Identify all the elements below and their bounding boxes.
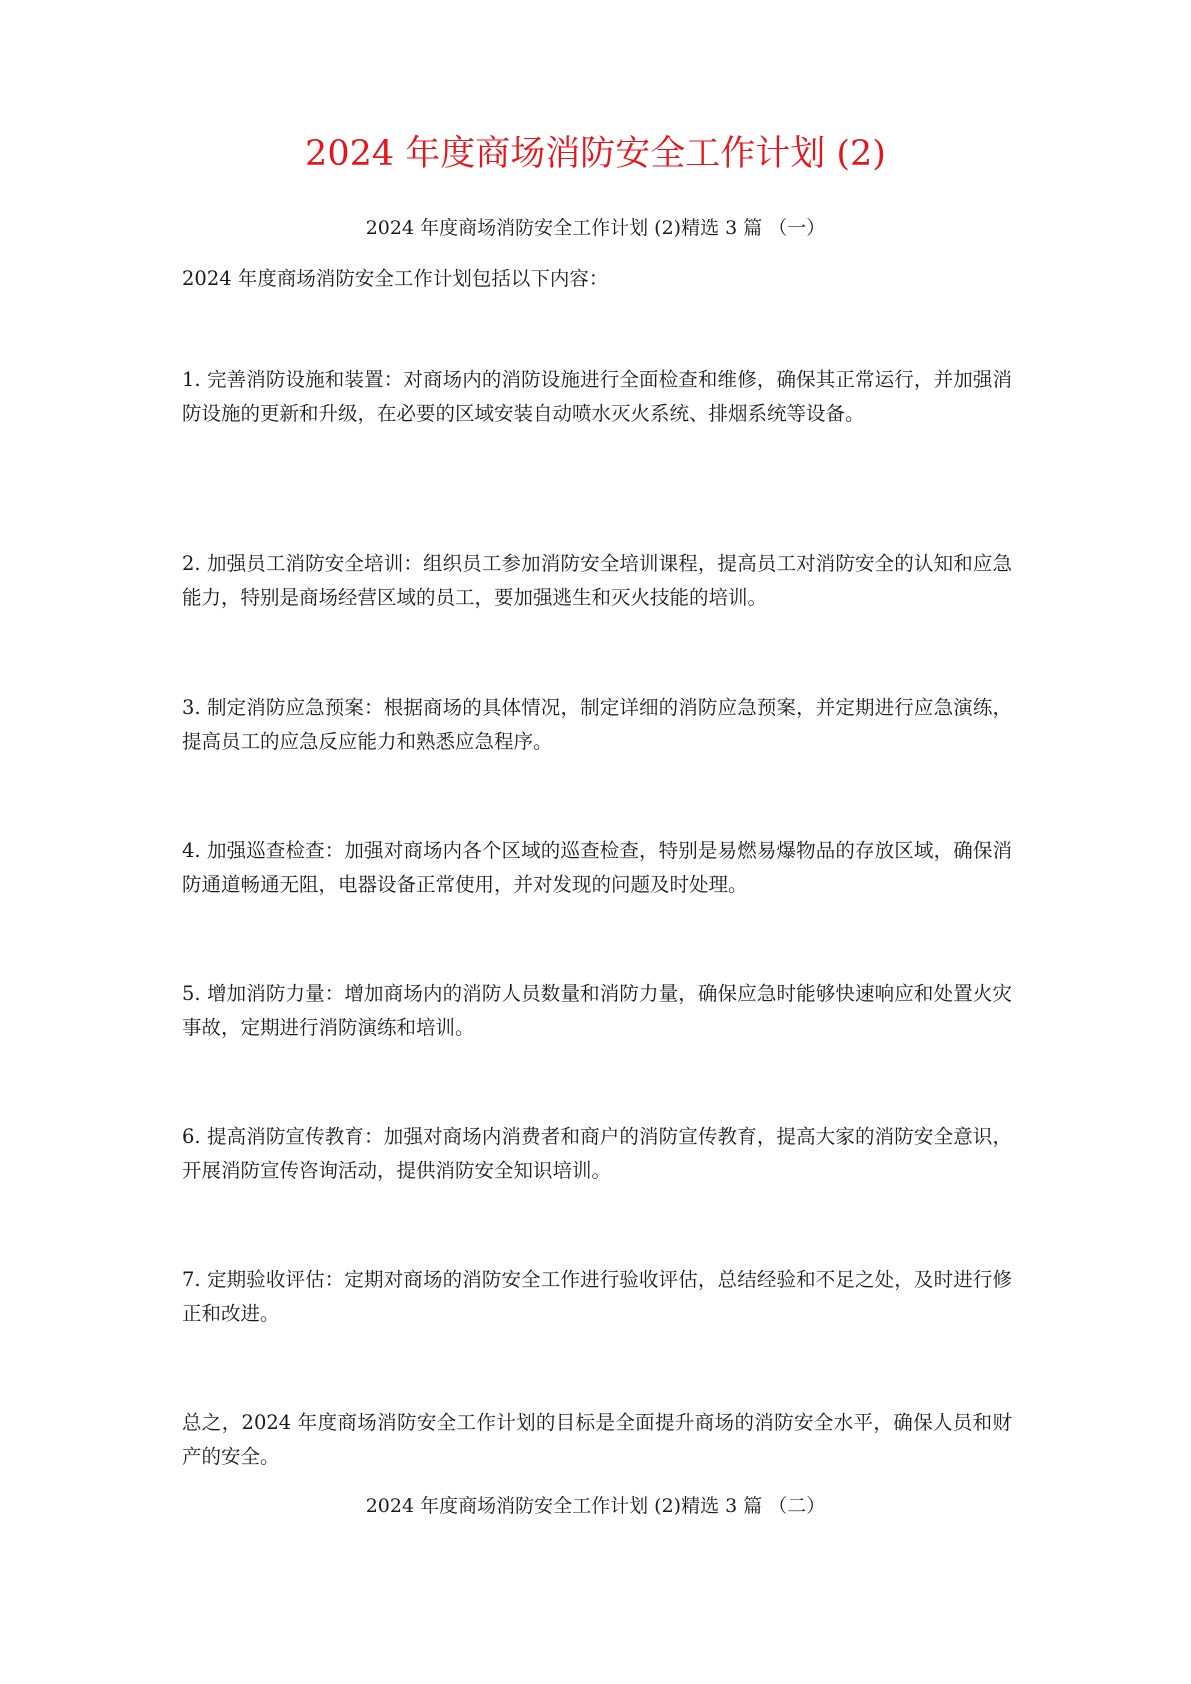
document-title: 2024 年度商场消防安全工作计划 (2) <box>305 134 886 174</box>
list-item: 3. 制定消防应急预案：根据商场的具体情况，制定详细的消防应急预案，并定期进行应急演练，提高员工的应急反应能力和熟悉应急程序。 <box>182 696 1012 753</box>
intro-paragraph: 2024 年度商场消防安全工作计划包括以下内容： <box>182 267 609 290</box>
list-item: 5. 增加消防力量：增加商场内的消防人员数量和消防力量，确保应急时能够快速响应和处置火灾事故，定期进行消防演练和培训。 <box>182 982 1012 1039</box>
list-item: 1. 完善消防设施和装置：对商场内的消防设施进行全面检查和维修，确保其正常运行，并加强消防设施的更新和升级，在必要的区域安装自动喷水灭火系统、排烟系统等设备。 <box>182 368 1012 425</box>
summary-paragraph: 总之，2024 年度商场消防安全工作计划的目标是全面提升商场的消防安全水平，确保人员和财产的安全。 <box>182 1411 1012 1468</box>
list-item: 7. 定期验收评估：定期对商场的消防安全工作进行验收评估，总结经验和不足之处，及时进行修正和改进。 <box>182 1268 1012 1325</box>
section-heading-1: 2024 年度商场消防安全工作计划 (2)精选 3 篇 （一） <box>365 217 826 239</box>
list-item: 4. 加强巡查检查：加强对商场内各个区域的巡查检查，特别是易燃易爆物品的存放区域，确保消防通道畅通无阻，电器设备正常使用，并对发现的问题及时处理。 <box>182 839 1012 896</box>
list-item: 6. 提高消防宣传教育：加强对商场内消费者和商户的消防宣传教育，提高大家的消防安全意识，开展消防宣传咨询活动，提供消防安全知识培训。 <box>182 1125 1012 1182</box>
list-item: 2. 加强员工消防安全培训：组织员工参加消防安全培训课程，提高员工对消防安全的认知和应急能力，特别是商场经营区域的员工，要加强逃生和灭火技能的培训。 <box>182 552 1012 609</box>
section-heading-2: 2024 年度商场消防安全工作计划 (2)精选 3 篇 （二） <box>365 1495 826 1517</box>
